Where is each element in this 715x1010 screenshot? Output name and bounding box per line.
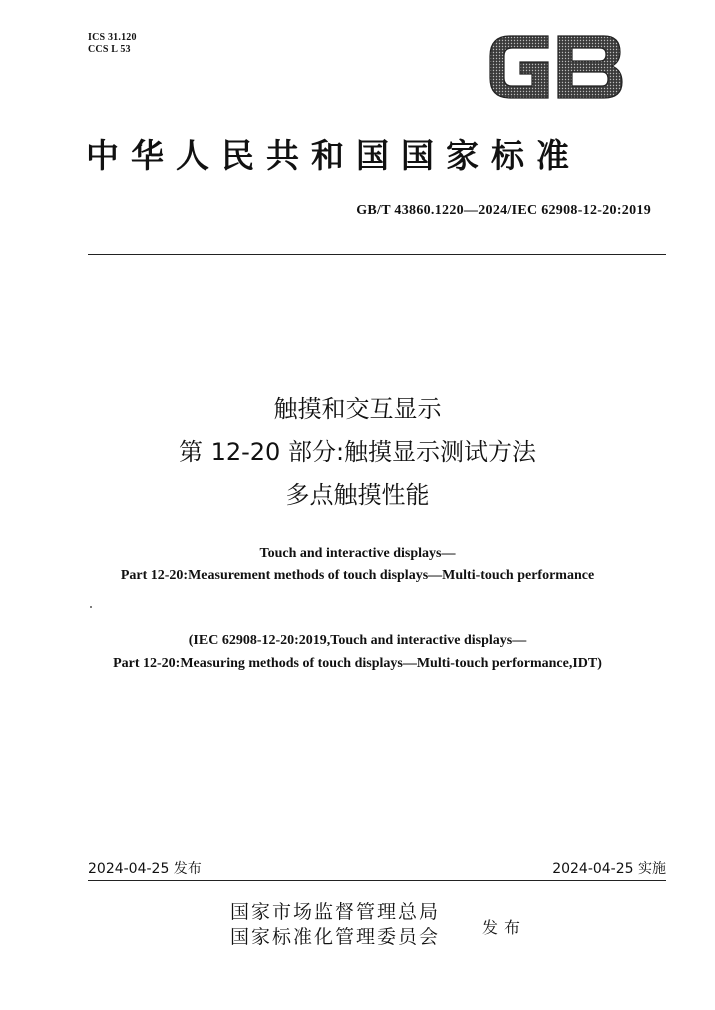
chinese-title-line-3: 多点触摸性能 — [285, 481, 430, 509]
classification-codes — [88, 32, 137, 56]
equivalence-line-2: Part 12-20:Measuring methods of touch displays—Multi-touch performance,IDT) — [113, 656, 602, 671]
chinese-title-line-1: 触摸和交互显示 — [273, 395, 442, 423]
implement-date: 2024-04-25 实施 — [552, 861, 666, 877]
gb-standard-logo-icon — [486, 30, 626, 104]
english-title-line-1: Touch and interactive displays— — [259, 546, 456, 561]
scan-dot — [90, 606, 92, 608]
chinese-title-line-2: 第 12-20 部分:触摸显示测试方法 — [178, 438, 537, 466]
equivalence-line-1: (IEC 62908-12-20:2019,Touch and interactive displays— — [188, 633, 527, 648]
ics-code: ICS 31.120 — [88, 32, 137, 43]
bottom-divider — [88, 880, 666, 881]
ccs-code: CCS L 53 — [88, 44, 131, 55]
standard-number: GB/T 43860.1220—2024/IEC 62908-12-20:2019 — [356, 203, 651, 218]
issuer-samr: 国家市场监督管理总局 — [230, 901, 441, 923]
standard-type-heading: 中华人民共和国国家标准 — [86, 136, 581, 175]
top-divider — [88, 254, 666, 255]
english-title-line-2: Part 12-20:Measurement methods of touch displays—Multi-touch performance — [120, 568, 595, 583]
issue-label: 发布 — [482, 918, 527, 937]
publish-date: 2024-04-25 发布 — [88, 861, 202, 877]
issuer-sac: 国家标准化管理委员会 — [230, 926, 441, 948]
issuing-authorities — [230, 900, 440, 950]
